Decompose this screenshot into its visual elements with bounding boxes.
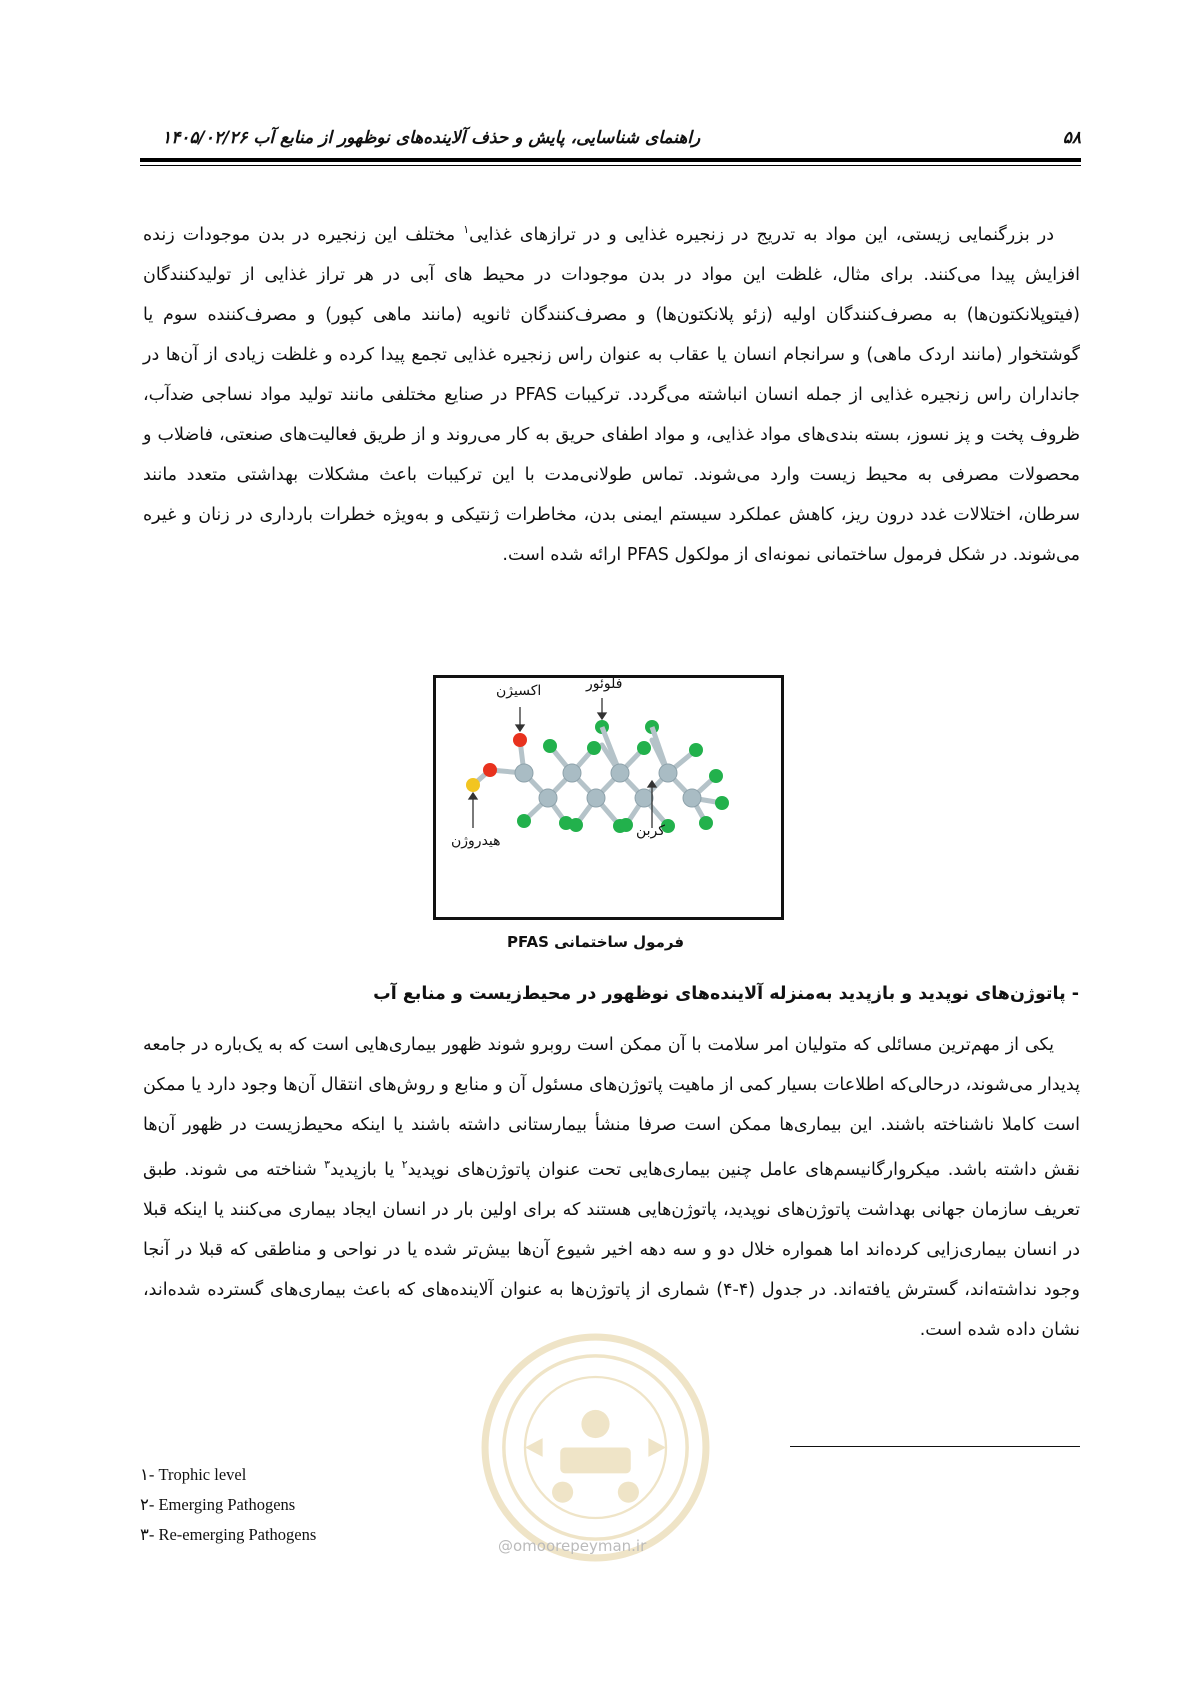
footnote-ref-2: ۲ [401,1158,408,1171]
header-date: ۱۴۰۵/۰۲/۲۶ [162,128,248,148]
paragraph1-text-b: مختلف این زنجیره در بدن موجودات زنده افزایش پیدا می‌کنند. برای مثال، غلظت این مواد در بدن موجودات در محیط های آبی در هر تراز غذایی از تولیدکنندگان (فیتوپلانکتون‌ها) به مصرف‌کنندگان اولیه (زئو پلانکتون‌ها) و مصرف‌کنندگان ثانویه (مانند ماهی کپور) و مصرف‌کننده سوم یا گوشتخوار (مانند اردک ماهی) و سرانجام انسان یا عقاب به عنوان راس زنجیره غذایی تجمع پیدا کرده و غلظت زیادی از آن‌ها در جانداران راس زنجیره غذایی از جمله انسان انباشته می‌گردد. ترکیبات PFAS در صنایع مختلفی مانند تولید مواد نساجی ضدآب، ظروف پخت و پز نسوز، بسته بندی‌های مواد غذایی، و مواد اطفای حریق به کار می‌روند و از طریق فعالیت‌های صنعتی، فاضلاب و محصولات مصرفی به محیط زیست وارد می‌شوند. تماس طولانی‌مدت با این ترکیبات باعث مشکلات بهداشتی متعدد مانند سرطان، اختلالات غدد درون ریز، کاهش عملکرد سیستم ایمنی بدن، مخاطرات ژنتیکی و به‌ویژه خطرات بارداری در زنان و غیره می‌شوند. در شکل فرمول ساختمانی نمونه‌ای از مولکول PFAS ارائه شده است. [143,224,1080,565]
label-fluorine: فلوئور [586,676,623,692]
oxygen-atom-double [513,733,527,747]
paragraph-bioaccumulation [143,210,1080,575]
header-rule-thin [140,165,1081,166]
pfas-molecule-diagram [436,678,781,917]
header-rule-thick [140,158,1081,162]
footnote-separator [790,1446,1080,1447]
pfas-structure-figure [433,675,784,920]
running-header [140,128,1081,152]
figure-caption: فرمول ساختمانی PFAS [506,933,685,951]
paragraph2-part3: شناخته می شوند. طبق تعریف سازمان جهانی بهداشت پاتوژن‌های نوپدید، پاتوژن‌هایی هستند که برای اولین بار در انسان ایجاد بیماری می‌کنند یا اینکه قبلا در انسان بیماری‌زایی کرده‌اند اما همواره خلال دو و سه دهه اخیر شیوع آن‌ها بیش‌تر شده یا در نواحی و مناطقی که قبلا در آنجا وجود نداشته‌اند، گسترش یافته‌اند. در جدول (۴-۴) شماری از پاتوژن‌ها به عنوان آلاینده‌های که باعث بیماری‌های گسترده شده‌اند، نشان داده شده است. [143,1159,1080,1340]
footnote-3: ۳- Re-emerging Pathogens [140,1525,317,1544]
footnote-1: ۱- Trophic level [140,1465,247,1484]
page-number: ۵۸ [1062,128,1081,148]
label-carbon: کربن [636,823,665,839]
paragraph-pathogens [143,1025,1080,1350]
paragraph2-part2: یا بازپدید [330,1159,402,1180]
footnotes [140,1460,316,1550]
label-hydrogen: هیدروژن [451,833,501,849]
oxygen-atom-single [483,763,497,777]
publisher-watermark-seal [478,1330,713,1565]
section-heading: - پاتوژن‌های نوپدید و بازپدید به‌منزله آلاینده‌های نوظهور در محیط‌زیست و منابع آب [373,984,1079,1004]
label-oxygen: اکسیژن [496,683,542,699]
header-title [140,128,700,148]
paragraph1-text-a: در بزرگنمایی زیستی، این مواد به تدریج در زنجیره غذایی و در ترازهای غذایی [469,224,1054,245]
book-title: راهنمای شناسایی، پایش و حذف آلاینده‌های نوظهور از منابع آب [253,128,701,148]
watermark-site: @omoorepeyman.ir [498,1537,647,1555]
hydrogen-atom [466,778,480,792]
footnote-ref-3: ۳ [324,1158,331,1171]
footnote-ref-1: ۱ [463,223,470,236]
paragraph2-part1: یکی از مهم‌ترین مسائلی که متولیان امر سلامت با آن ممکن است روبرو شوند ظهور بیماری‌هایی است که به یک‌باره در جامعه پدیدار می‌شوند، درحالی‌که اطلاعات بسیار کمی از ماهیت پاتوژن‌های مسئول آن و منابع و روش‌های انتقال آن‌ها وجود دارد یا ممکن است کاملا ناشناخته باشند. این بیماری‌ها ممکن است صرفا منشأ بیمارستانی داشته باشند یا اینکه محیط‌زیست در ظهور آن‌ها نقش داشته باشد. میکروارگانیسم‌های عامل چنین بیماری‌هایی تحت عنوان پاتوژن‌های نوپدید [143,1035,1080,1180]
footnote-2: ۲- Emerging Pathogens [140,1495,296,1514]
